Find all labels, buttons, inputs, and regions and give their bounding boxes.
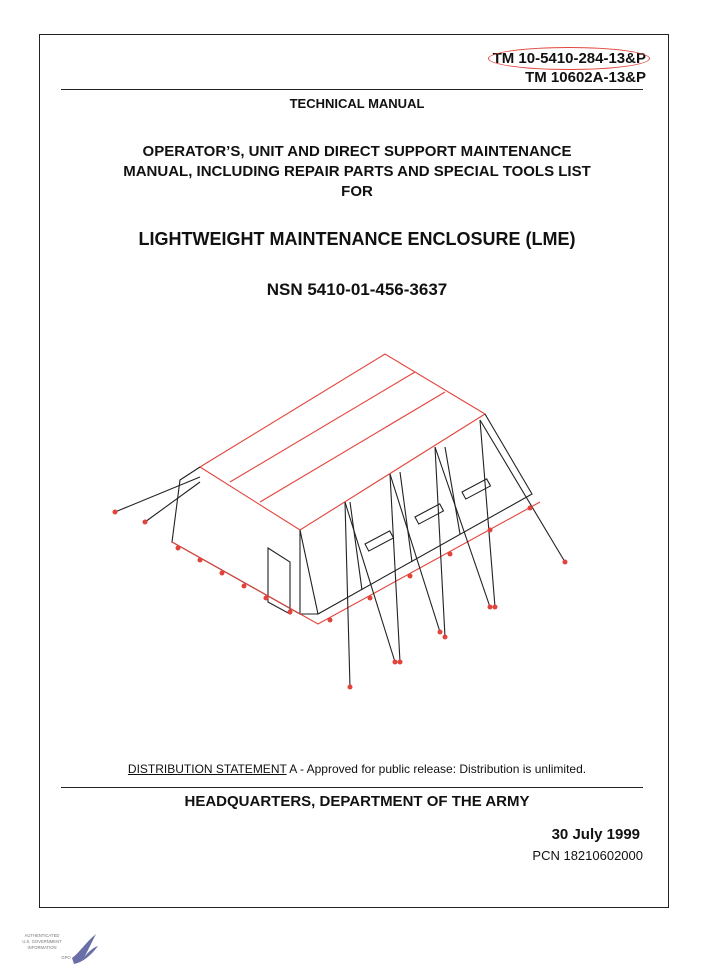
manual-category: TECHNICAL MANUAL (289, 96, 425, 111)
seal-line: U.S. GOVERNMENT (22, 939, 62, 944)
item-title: LIGHTWEIGHT MAINTENANCE ENCLOSURE (LME) (138, 229, 576, 249)
tm-number-text: TM 10-5410-284-13&P (492, 50, 646, 67)
tm-number-marine: TM 10602A-13&P (525, 69, 646, 86)
description-line: MANUAL, INCLUDING REPAIR PARTS AND SPECIAL TOOLS LIST (123, 163, 591, 180)
publication-date: 30 July 1999 (551, 826, 640, 843)
lme-tent-illustration (100, 352, 590, 700)
eagle-icon (72, 934, 98, 964)
seal-line: AUTHENTICATED (24, 933, 60, 938)
description-line: FOR (341, 183, 373, 200)
distribution-statement (0, 762, 714, 776)
nsn-number: NSN 5410-01-456-3637 (266, 280, 448, 299)
manual-description (0, 142, 714, 202)
tm-number-highlight (488, 47, 650, 70)
seal-line: GPO (61, 955, 71, 960)
description-line: OPERATOR’S, UNIT AND DIRECT SUPPORT MAINTENANCE (142, 143, 572, 160)
seal-line: INFORMATION (27, 945, 57, 950)
distribution-text: A - Approved for public release: Distribution is unlimited. (286, 762, 587, 776)
headquarters: HEADQUARTERS, DEPARTMENT OF THE ARMY (184, 793, 530, 810)
footer-rule (61, 787, 643, 788)
tm-number (493, 50, 646, 67)
gpo-authenticated-seal-icon (14, 928, 104, 968)
pcn-number: PCN 18210602000 (532, 848, 643, 863)
header-rule (61, 89, 643, 90)
distribution-label: DISTRIBUTION STATEMENT (127, 762, 287, 776)
